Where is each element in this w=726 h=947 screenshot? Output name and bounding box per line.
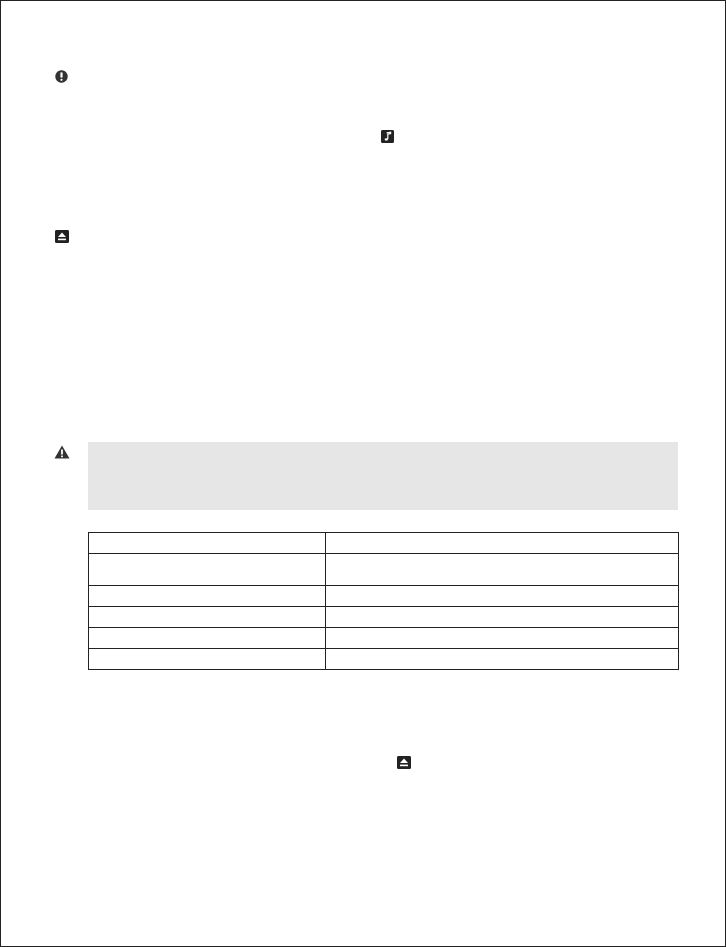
warning-triangle-icon bbox=[54, 445, 70, 459]
table-row bbox=[89, 533, 679, 554]
table-row bbox=[89, 554, 679, 586]
music-note-icon bbox=[381, 130, 394, 143]
table-cell-value bbox=[326, 586, 679, 607]
table-cell-value bbox=[326, 554, 679, 586]
table-cell-label bbox=[89, 607, 326, 628]
table-row bbox=[89, 628, 679, 649]
eject-icon bbox=[55, 230, 69, 243]
table-cell-label bbox=[89, 649, 326, 670]
table-row bbox=[89, 607, 679, 628]
table-cell-value bbox=[326, 533, 679, 554]
table-cell-label bbox=[89, 554, 326, 586]
table-cell-value bbox=[326, 649, 679, 670]
table-row bbox=[89, 586, 679, 607]
table-cell-label bbox=[89, 533, 326, 554]
spec-table bbox=[88, 532, 679, 670]
table-cell-label bbox=[89, 628, 326, 649]
table-cell-label bbox=[89, 586, 326, 607]
eject-icon bbox=[397, 756, 411, 769]
table-cell-value bbox=[326, 628, 679, 649]
exclamation-circle-icon bbox=[55, 70, 68, 83]
notice-box bbox=[88, 442, 678, 510]
table-row bbox=[89, 649, 679, 670]
table-cell-value bbox=[326, 607, 679, 628]
